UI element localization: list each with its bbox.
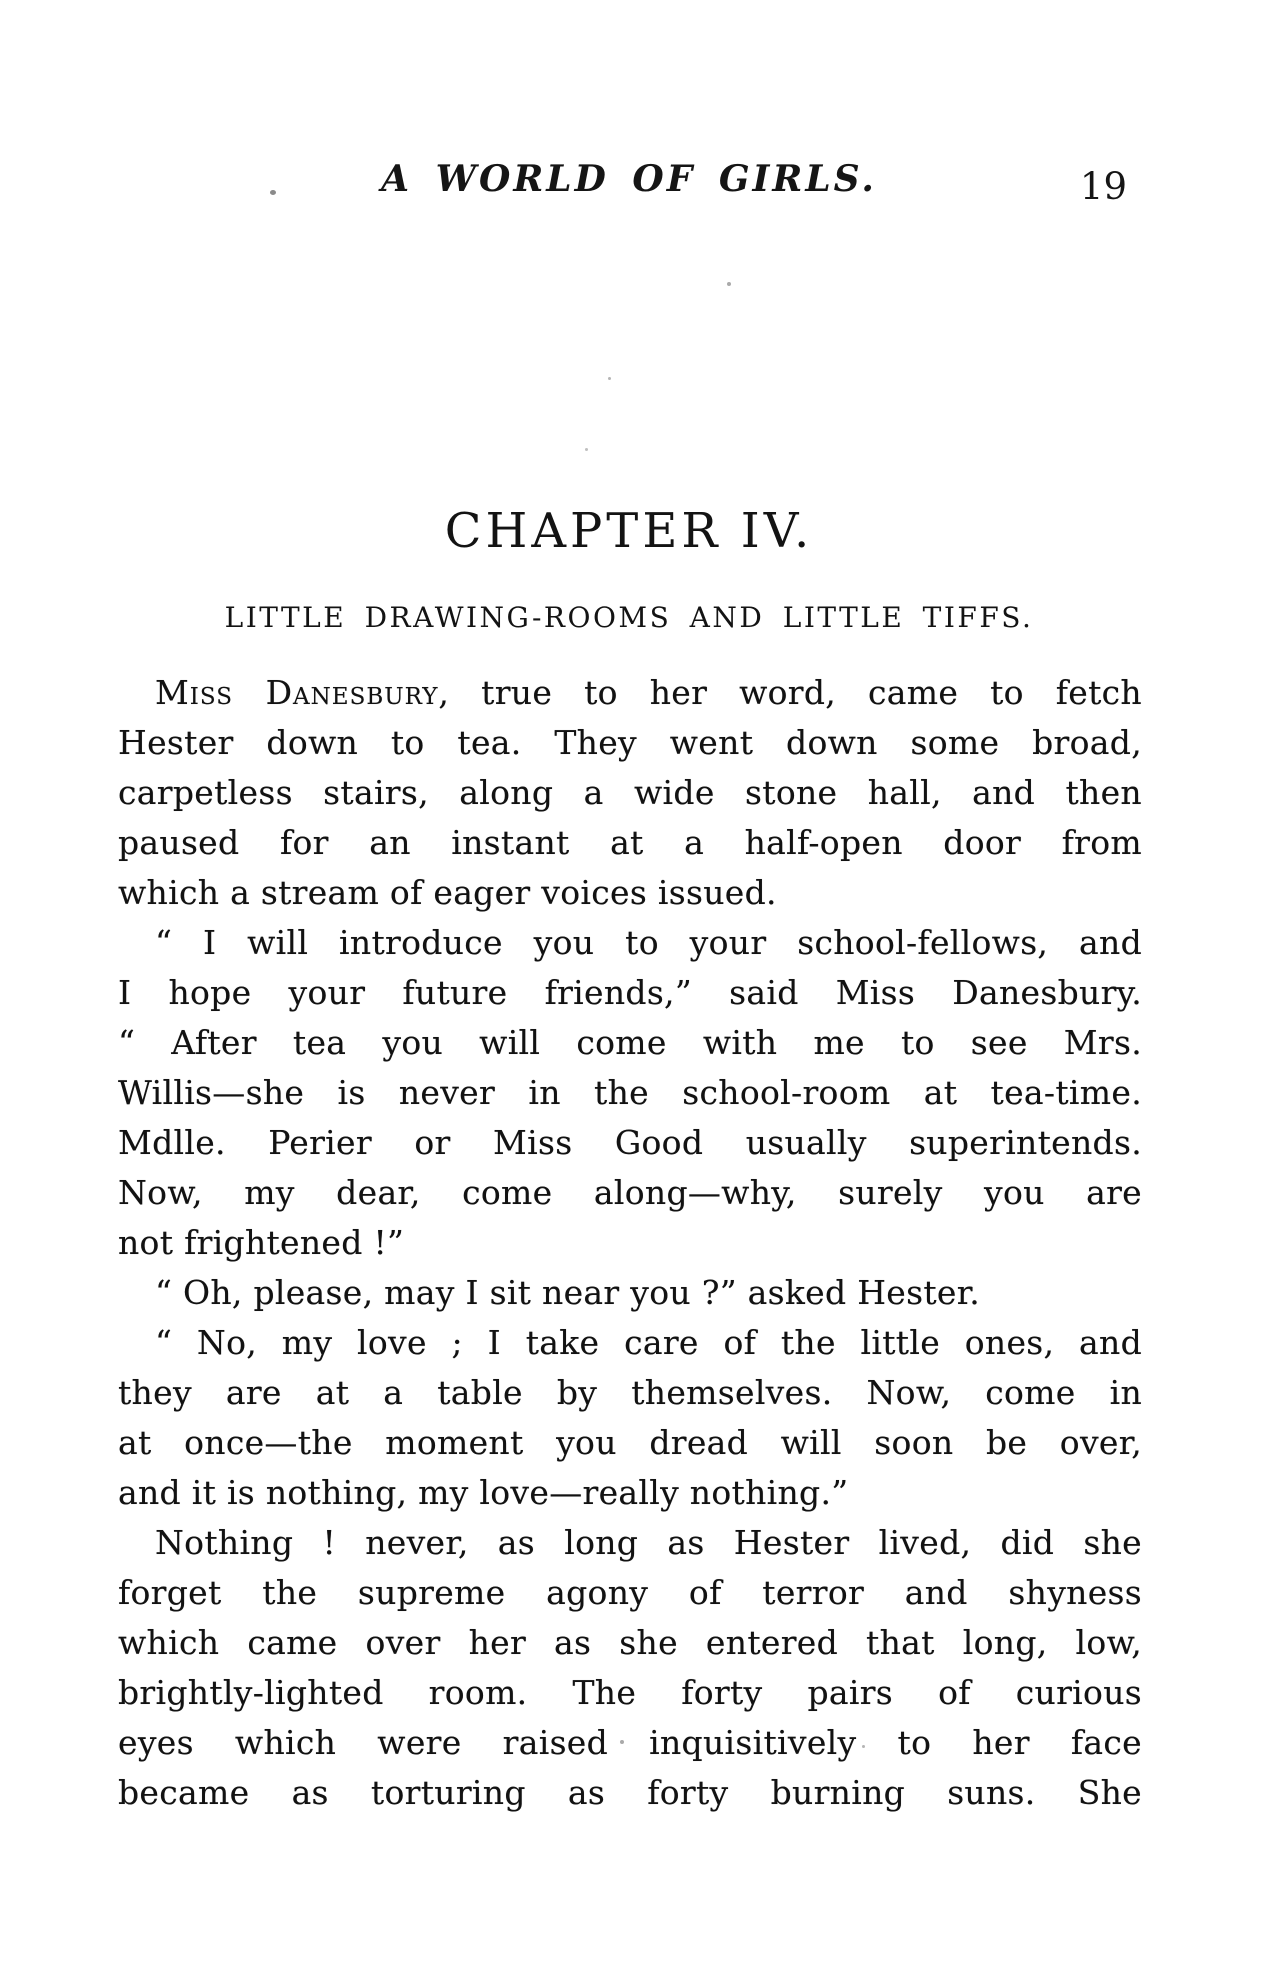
text-line — [118, 668, 1142, 718]
text-line: “ After tea you will come with me to see Mrs. — [118, 1023, 1142, 1062]
body-text — [118, 668, 1142, 1818]
text-line: Willis—she is never in the school-room at tea-time. — [118, 1073, 1142, 1112]
text-line: they are at a table by themselves. Now, come in — [118, 1373, 1142, 1412]
text-line-rest: , true to her word, came to fetch — [438, 673, 1142, 712]
chapter-title: CHAPTER IV. — [444, 503, 814, 559]
text-line: eyes which were raised inquisitively to her face — [118, 1723, 1142, 1762]
text-line: “ Oh, please, may I sit near you ?” asked Hester. — [155, 1273, 980, 1312]
text-line: Nothing ! never, as long as Hester lived, did she — [155, 1523, 1142, 1562]
running-header: A WORLD OF GIRLS. — [381, 158, 877, 200]
text-line: Mdlle. Perier or Miss Good usually superintends. — [118, 1123, 1142, 1162]
scan-speck — [620, 1740, 624, 1744]
scan-speck — [585, 448, 588, 451]
text-line: which a stream of eager voices issued. — [118, 873, 777, 912]
scan-speck — [862, 1745, 865, 1748]
chapter-subtitle: LITTLE DRAWING-ROOMS AND LITTLE TIFFS. — [224, 601, 1034, 634]
text-line: “ I will introduce you to your school-fellows, and — [155, 923, 1142, 962]
text-line: Now, my dear, come along—why, surely you are — [118, 1173, 1142, 1212]
text-line: forget the supreme agony of terror and shyness — [118, 1573, 1142, 1612]
text-line: I hope your future friends,” said Miss Danesbury. — [118, 973, 1142, 1012]
scan-speck — [270, 190, 276, 195]
scan-speck — [608, 377, 611, 380]
text-line: at once—the moment you dread will soon be over, — [118, 1423, 1142, 1462]
scan-speck — [727, 282, 731, 286]
text-line: “ No, my love ; I take care of the little ones, and — [155, 1323, 1142, 1362]
text-line: Hester down to tea. They went down some broad, — [118, 723, 1142, 762]
text-line: not frightened !” — [118, 1223, 405, 1262]
text-line: brightly-lighted room. The forty pairs of curious — [118, 1673, 1142, 1712]
page-number: 19 — [1079, 165, 1127, 208]
smallcaps-name: Miss Danesbury — [155, 673, 439, 712]
text-line: paused for an instant at a half-open door from — [118, 823, 1142, 862]
text-line: became as torturing as forty burning suns. She — [118, 1773, 1142, 1812]
text-line: and it is nothing, my love—really nothing.” — [118, 1473, 849, 1512]
text-line: carpetless stairs, along a wide stone hall, and then — [118, 773, 1142, 812]
text-line: which came over her as she entered that long, low, — [118, 1623, 1142, 1662]
